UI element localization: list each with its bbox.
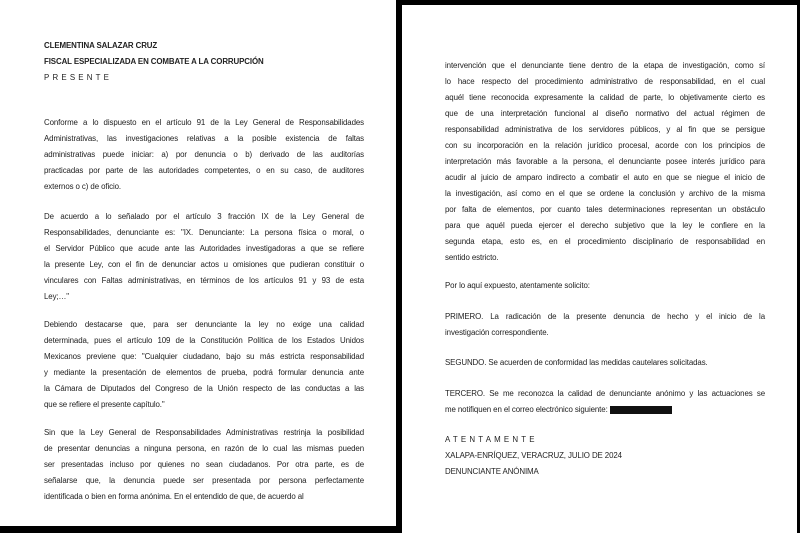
- paragraph-line: De acuerdo a lo señalado por el artículo 3 fracción IX de la Ley General de: [44, 212, 364, 221]
- paragraph: [445, 58, 765, 266]
- paragraph-line: de presentar denuncias a ninguna persona, en razón de lo cual las mismas pueden: [44, 444, 364, 453]
- paragraph-line: Debiendo destacarse que, para ser denunciante la ley no exige una calidad: [44, 320, 364, 329]
- paragraph-line: interpretación más favorable a la persona, el denunciante posee interés jurídico para: [445, 157, 765, 166]
- paragraph-line: Ley;…": [44, 292, 70, 301]
- request-intro: [445, 278, 765, 294]
- paragraph: [44, 425, 364, 505]
- paragraph-line: Responsabilidades, denunciante es: "IX. Denunciante: La persona física o moral, o: [44, 228, 364, 237]
- paragraph-line: con su incorporación en la relación jurídico procesal, acorde con los principios de: [445, 141, 765, 150]
- redacted-email: [610, 406, 672, 414]
- paragraph-line: me notifiquen en el correo electrónico siguiente:: [445, 405, 608, 414]
- paragraph-line: Sin que la Ley General de Responsabilidades Administrativas restrinja la posibilidad: [44, 428, 364, 437]
- request-primero: [445, 309, 765, 341]
- paragraph: [44, 209, 364, 305]
- request-segundo: [445, 355, 765, 371]
- paragraph-line: administrativas puede iniciar: a) por denuncia o b) derivado de las auditorías: [44, 150, 364, 159]
- presente-label: PRESENTE: [44, 73, 113, 82]
- paragraph-line: lo hace respecto del procedimiento administrativo de responsabilidad, en el cual: [445, 77, 765, 86]
- signature: DENUNCIANTE ANÓNIMA: [445, 467, 539, 476]
- addressee-block: [44, 38, 364, 70]
- paragraph-line: que se refiere el presente capítulo.": [44, 400, 165, 409]
- paragraph-line: identificada o bien en forma anónima. En el entendido de que, de acuerdo al: [44, 492, 304, 501]
- paragraph: [44, 317, 364, 413]
- paragraph-line: Mexicanos previene que: "Cualquier ciudadano, bajo su más estricta responsabilidad: [44, 352, 364, 361]
- paragraph-line: responsabilidad administrativa de los servidores públicos, y al fin que se persigue: [445, 125, 765, 134]
- document-page-right: [402, 5, 797, 533]
- paragraph-line: TERCERO. Se me reconozca la calidad de denunciante anónimo y las actuaciones se: [445, 389, 765, 398]
- paragraph-line: que de una interpretación funcional al diseño normativo del actual régimen de: [445, 109, 765, 118]
- addressee-name: CLEMENTINA SALAZAR CRUZ: [44, 41, 158, 50]
- paragraph-line: el Servidor Público que acude ante las Autoridades investigadoras a que se refiere: [44, 244, 364, 253]
- paragraph-line: SEGUNDO. Se acuerden de conformidad las medidas cautelares solicitadas.: [445, 358, 708, 367]
- paragraph-line: señalarse que, la denuncia puede ser presentada por persona perfectamente: [44, 476, 364, 485]
- paragraph-line: investigación correspondiente.: [445, 328, 549, 337]
- paragraph-line: sentido estricto.: [445, 253, 499, 262]
- document-page-left: [0, 0, 396, 526]
- paragraph-line: determinada, pues el artículo 109 de la Constitución Política de los Estados Unidos: [44, 336, 364, 345]
- paragraph: [44, 115, 364, 195]
- paragraph-line: Por lo aquí expuesto, atentamente solicito:: [445, 281, 590, 290]
- paragraph-line: vinculares con Faltas administrativas, en términos de los artículos 91 y 93 de esta: [44, 276, 364, 285]
- paragraph-line: ser presentadas incluso por quienes no sean ciudadanos. Por otra parte, es de: [44, 460, 364, 469]
- paragraph-line: PRIMERO. La radicación de la presente denuncia de hecho y el inicio de la: [445, 312, 765, 321]
- paragraph-line: la presente Ley, con el fin de denunciar actos u omisiones que pudieran constituir o: [44, 260, 364, 269]
- place-date: XALAPA-ENRÍQUEZ, VERACRUZ, JULIO DE 2024: [445, 451, 622, 460]
- paragraph-line: Administrativas, las investigaciones relativas a la posible existencia de faltas: [44, 134, 364, 143]
- paragraph-line: externos o c) de oficio.: [44, 182, 121, 191]
- paragraph-line: Conforme a lo dispuesto en el artículo 91 de la Ley General de Responsabilidades: [44, 118, 364, 127]
- request-tercero: [445, 386, 765, 418]
- paragraph-line: intervención que el denunciante tiene dentro de la etapa de investigación, como sí: [445, 61, 765, 70]
- paragraph-line: y mediante la presentación de elementos de prueba, podrá formular denuncia ante: [44, 368, 364, 377]
- paragraph-line: practicadas por parte de las autoridades competentes, o en su caso, de auditores: [44, 166, 364, 175]
- paragraph-line: segunda etapa, esto es, en el procedimiento disciplinario de responsabilidad en: [445, 237, 765, 246]
- atentamente-label: ATENTAMENTE: [445, 435, 538, 444]
- paragraph-line: por falta de elementos, por cuanto tales determinaciones representan un obstáculo: [445, 205, 765, 214]
- paragraph-line: para que aquél pueda ejercer el derecho subjetivo que la ley le confiere en la: [445, 221, 765, 230]
- addressee-title: FISCAL ESPECIALIZADA EN COMBATE A LA CORRUPCIÓN: [44, 57, 264, 66]
- paragraph-line: la Cámara de Diputados del Congreso de la Unión respecto de las conductas a las: [44, 384, 364, 393]
- paragraph-line: acudir al juicio de amparo indirecto a combatir el auto en que se niegue el inicio de: [445, 173, 765, 182]
- paragraph-line: la investigación, así como en el que se ordene la conclusión y archivo de la misma: [445, 189, 765, 198]
- paragraph-line: aquél tiene reconocida expresamente la calidad de parte, lo objetivamente cierto es: [445, 93, 765, 102]
